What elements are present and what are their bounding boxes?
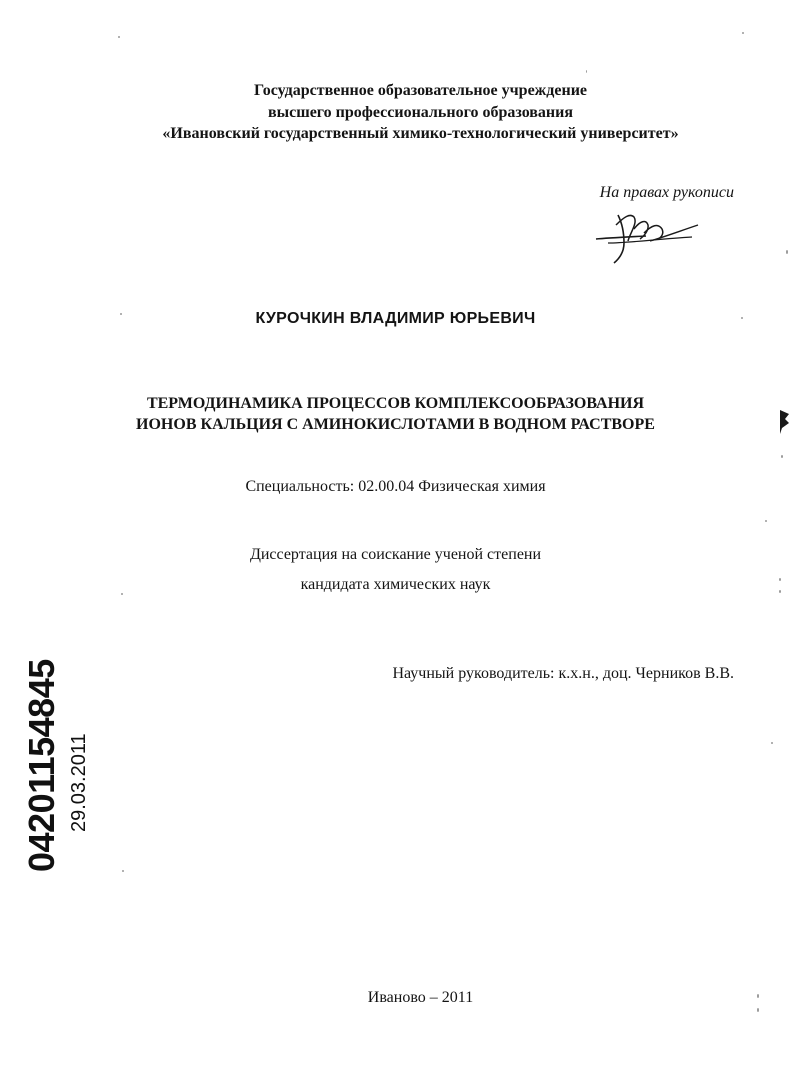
institution-line-2: высшего профессионального образования — [267, 103, 574, 121]
institution-line-1: Государственное образовательное учреждение — [253, 82, 588, 99]
scan-speck — [779, 578, 781, 581]
author-name: КУРОЧКИН ВЛАДИМИР ЮРЬЕВИЧ — [255, 310, 536, 327]
supervisor-line: Научный руководитель: к.х.н., доц. Черников В.В. — [392, 665, 734, 682]
scan-speck — [765, 520, 767, 522]
signature-image — [588, 203, 708, 265]
scan-speck — [122, 870, 124, 872]
library-stamp — [20, 640, 100, 872]
scan-speck — [781, 455, 783, 458]
scan-speck — [757, 1008, 759, 1012]
scan-speck — [757, 994, 759, 998]
scan-speck — [786, 250, 788, 254]
scan-speck — [741, 317, 743, 319]
degree-line-1: Диссертация на соискание ученой степени — [249, 546, 542, 563]
specialty-line: Специальность: 02.00.04 Физическая химия — [245, 478, 546, 495]
institution-line-3: «Ивановский государственный химико-технологический университет» — [162, 125, 679, 142]
scan-speck — [779, 590, 781, 593]
scan-edge-mark — [778, 410, 790, 434]
institution-header — [25, 80, 791, 145]
degree-line-2: кандидата химических наук — [300, 576, 491, 593]
scan-speck — [121, 593, 123, 595]
degree-statement — [0, 540, 791, 600]
stamp-date: 29.03.2011 — [68, 733, 90, 832]
scan-speck — [120, 313, 122, 315]
manuscript-note: На правах рукописи — [599, 184, 734, 201]
scan-speck — [742, 32, 744, 34]
title-line-2: ИОНОВ КАЛЬЦИЯ С АМИНОКИСЛОТАМИ В ВОДНОМ РАСТВОРЕ — [136, 416, 655, 433]
city-year: Иваново – 2011 — [367, 989, 474, 1006]
scan-speck — [771, 742, 773, 744]
scan-speck — [118, 36, 120, 38]
dissertation-title — [0, 393, 791, 435]
scan-speck — [586, 70, 587, 73]
stamp-code: 04201154845 — [21, 659, 62, 872]
title-line-1: ТЕРМОДИНАМИКА ПРОЦЕССОВ КОМПЛЕКСООБРАЗОВАНИЯ — [146, 395, 645, 412]
